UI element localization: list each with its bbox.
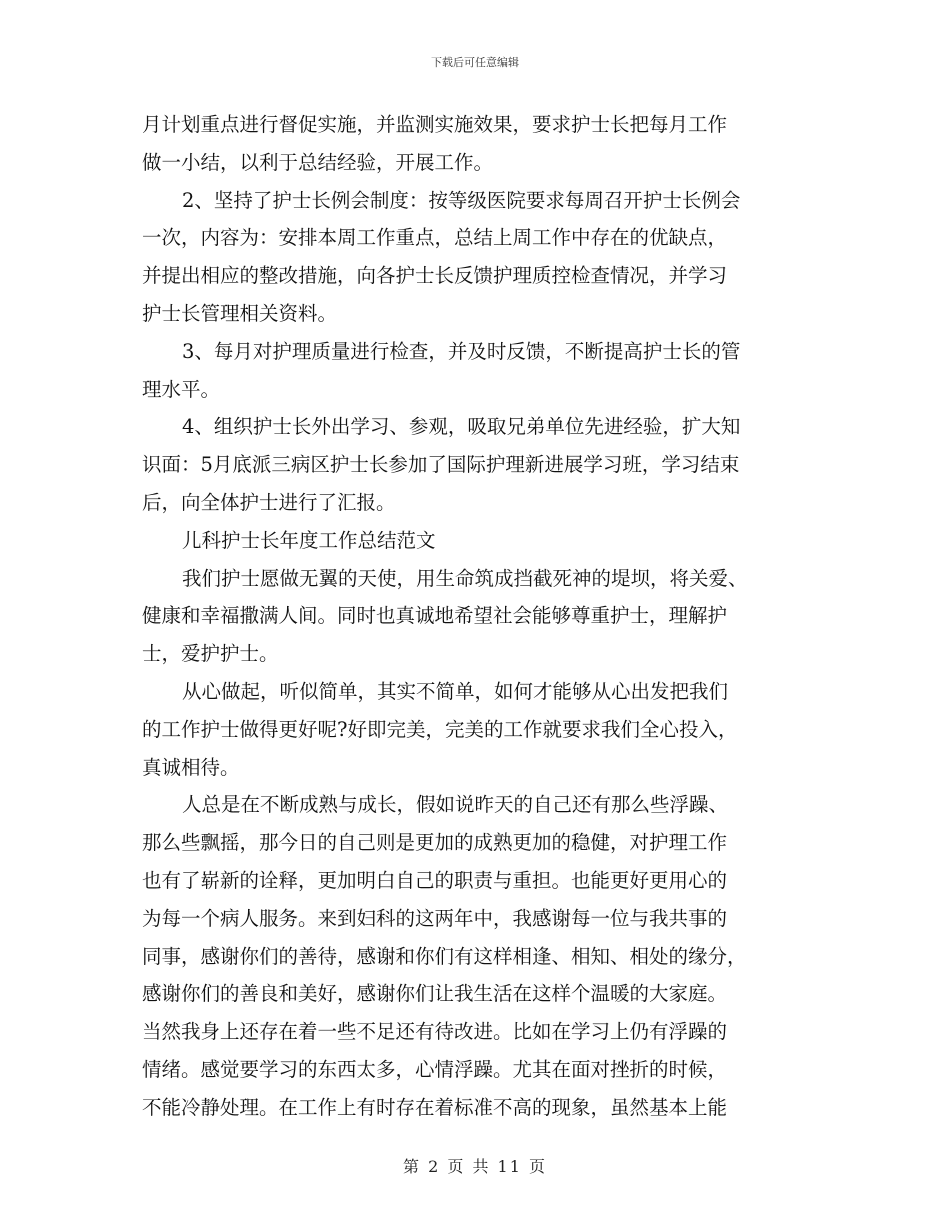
document-body [142, 106, 822, 1127]
text-line: 理水平。 [142, 377, 221, 401]
page-header: 下载后可任意编辑 [431, 56, 519, 69]
text-line: 识面：5月底派三病区护士长参加了国际护理新进展学习班，学习结束 [142, 453, 740, 477]
text-line: 月计划重点进行督促实施，并监测实施效果，要求护士长把每月工作 [142, 113, 728, 136]
text-line: 健康和幸福撒满人间。同时也真诚地希望社会能够尊重护士，理解护 [142, 604, 728, 628]
text-line: 并提出相应的整改措施，向各护士长反馈护理质控检查情况，并学习 [142, 264, 728, 288]
text-line: 人总是在不断成熟与成长，假如说昨天的自己还有那么些浮躁、 [182, 793, 729, 817]
text-line: 我们护士愿做无翼的天使，用生命筑成挡截死神的堤坝，将关爱、 [182, 566, 748, 590]
text-line: 后，向全体护士进行了汇报。 [142, 490, 396, 514]
text-line: 的工作护士做得更好呢?好即完美，完美的工作就要求我们全心投入， [142, 717, 738, 741]
text-line: 当然我身上还存在着一些不足还有待改进。比如在学习上仍有浮躁的 [142, 1020, 728, 1044]
text-line: 为每一个病人服务。来到妇科的这两年中，我感谢每一位与我共事的 [142, 906, 728, 930]
text-line: 感谢你们的善良和美好，感谢你们让我生活在这样个温暖的大家庭。 [142, 982, 728, 1006]
text-line: 那么些飘摇，那今日的自己则是更加的成熟更加的稳健，对护理工作 [142, 831, 728, 855]
page-footer: 第 2 页 共 11 页 [403, 1157, 547, 1176]
text-line: 情绪。感觉要学习的东西太多，心情浮躁。尤其在面对挫折的时候， [142, 1057, 728, 1081]
text-line: 护士长管理相关资料。 [142, 301, 338, 325]
section-title: 儿科护士长年度工作总结范文 [182, 528, 436, 552]
text-line: 真诚相待。 [142, 755, 240, 779]
text-line: 从心做起，听似简单，其实不简单，如何才能够从心出发把我们 [182, 679, 729, 703]
text-line: 一次，内容为：安排本周工作重点，总结上周工作中存在的优缺点， [142, 226, 728, 250]
text-line: 也有了崭新的诠释，更加明白自己的职责与重担。也能更好更用心的 [142, 868, 728, 892]
text-line: 3、每月对护理质量进行检查，并及时反馈，不断提高护士长的管 [182, 339, 741, 363]
text-line: 士，爱护护士。 [142, 642, 279, 666]
text-line: 做一小结，以利于总结经验，开展工作。 [142, 150, 494, 174]
text-line: 2、坚持了护士长例会制度：按等级医院要求每周召开护士长例会 [182, 188, 741, 212]
text-line: 4、组织护士长外出学习、参观，吸取兄弟单位先进经验，扩大知 [182, 415, 741, 439]
text-line: 同事，感谢你们的善待，感谢和你们有这样相逢、相知、相处的缘分， [142, 944, 747, 968]
text-line: 不能冷静处理。在工作上有时存在着标准不高的现象，虽然基本上能 [142, 1095, 728, 1119]
